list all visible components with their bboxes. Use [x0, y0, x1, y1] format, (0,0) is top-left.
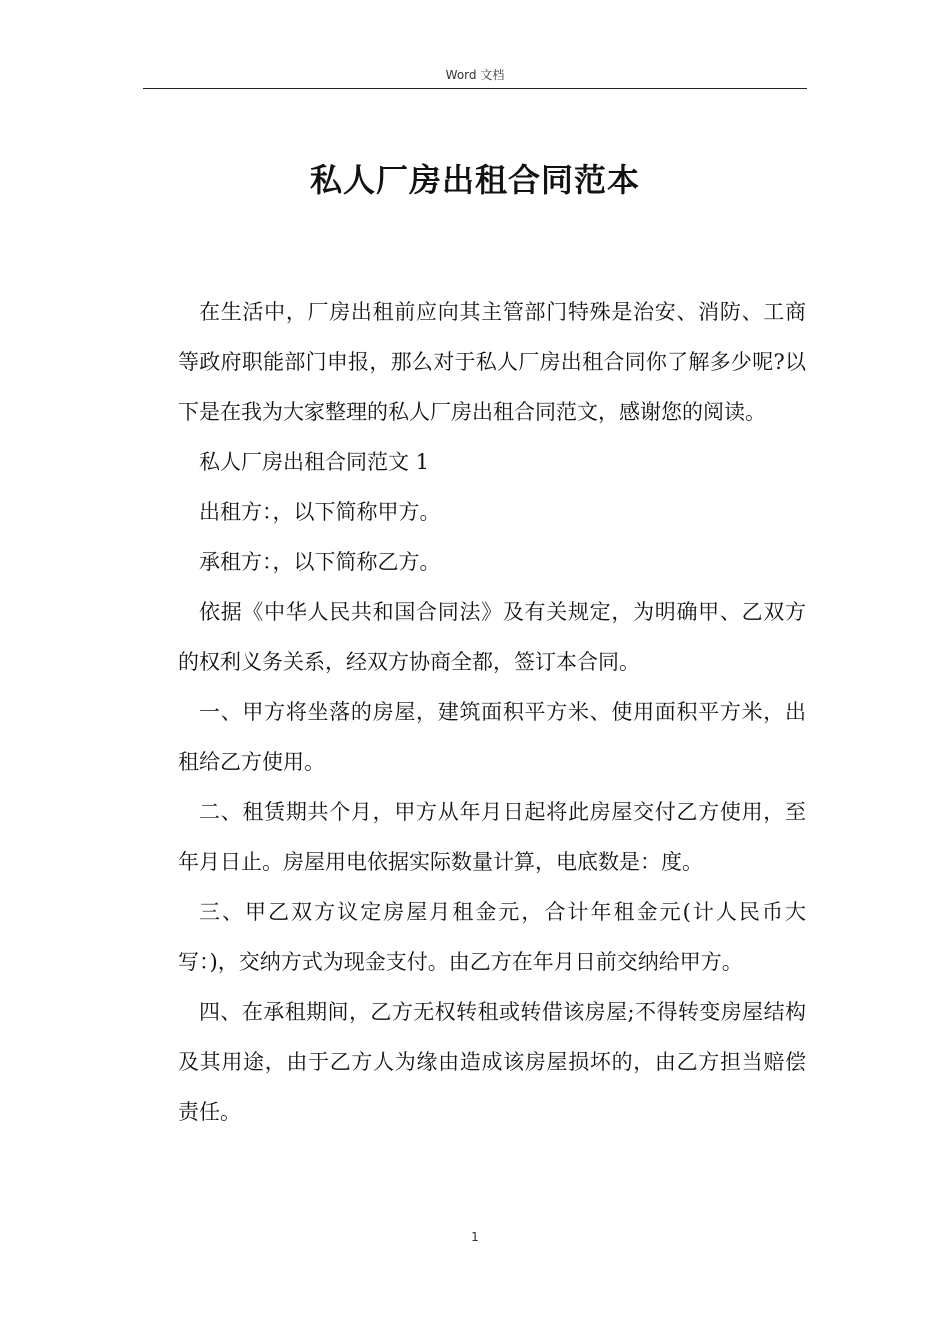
page-number: 1	[471, 1230, 479, 1244]
paragraph-lessee: 承租方：，以下简称乙方。	[199, 550, 441, 574]
paragraph-lessor: 出租方：，以下简称甲方。	[199, 500, 441, 524]
paragraph-basis: 依据《中华人民共和国合同法》及有关规定，为明确甲、乙双方的权利义务关系，经双方协商全都，签订本合同。	[178, 600, 806, 674]
paragraph-section-heading: 私人厂房出租合同范文 1	[199, 450, 430, 474]
header-divider	[143, 88, 807, 89]
paragraph-clause-4: 四、在承租期间，乙方无权转租或转借该房屋;不得转变房屋结构及其用途，由于乙方人为缘由造成该房屋损坏的，由乙方担当赔偿责任。	[178, 1000, 806, 1124]
paragraph-intro: 在生活中，厂房出租前应向其主管部门特殊是治安、消防、工商等政府职能部门申报，那么对于私人厂房出租合同你了解多少呢?以下是在我为大家整理的私人厂房出租合同范文，感谢您的阅读。	[178, 300, 806, 424]
document-title: 私人厂房出租合同范本	[309, 161, 640, 199]
document-body	[178, 287, 806, 1137]
paragraph-clause-2: 二、租赁期共个月，甲方从年月日起将此房屋交付乙方使用，至年月日止。房屋用电依据实际数量计算，电底数是：度。	[178, 800, 806, 874]
page-header: Word 文档	[445, 68, 505, 82]
paragraph-clause-1: 一、甲方将坐落的房屋，建筑面积平方米、使用面积平方米，出租给乙方使用。	[178, 700, 806, 774]
paragraph-clause-3: 三、甲乙双方议定房屋月租金元，合计年租金元(计人民币大写：)，交纳方式为现金支付。由乙方在年月日前交纳给甲方。	[178, 900, 806, 974]
